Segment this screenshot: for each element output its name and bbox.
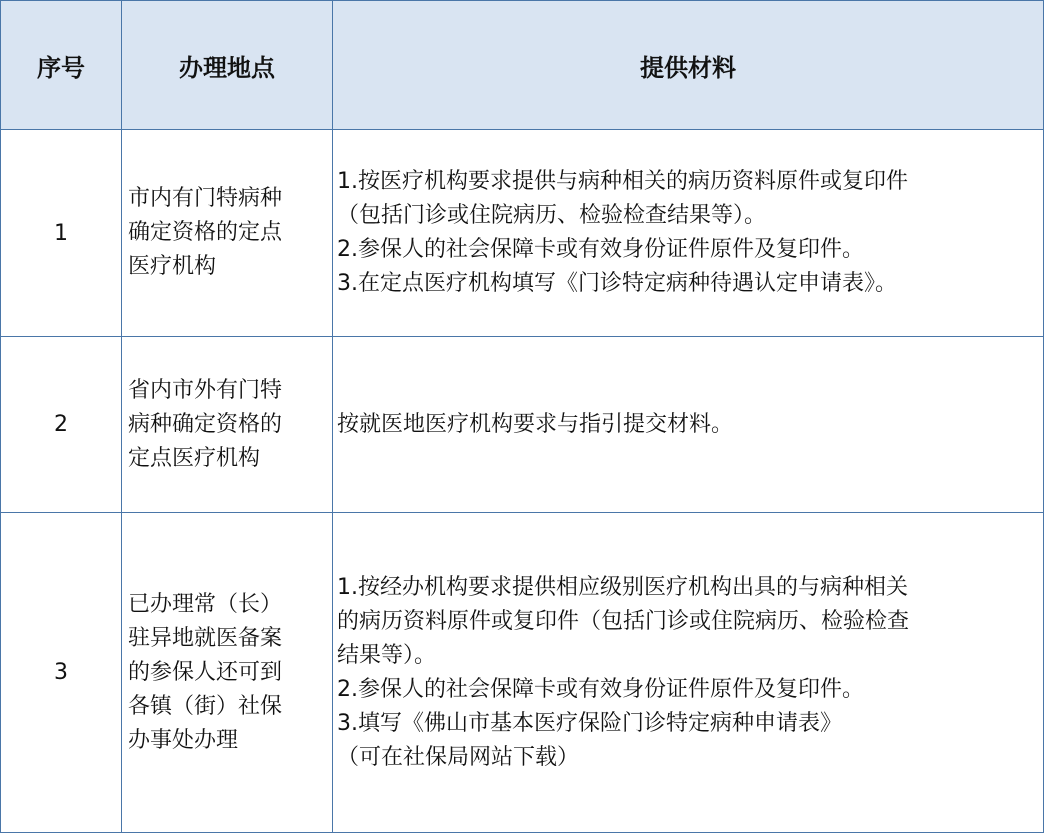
row-number: 3 xyxy=(1,513,122,833)
row-place xyxy=(122,337,333,513)
row-materials xyxy=(333,513,1044,833)
material-line: （包括门诊或住院病历、检验检查结果等）。 xyxy=(337,203,767,228)
header-place: 办理地点 xyxy=(122,1,333,130)
material-line: 1.按经办机构要求提供相应级别医疗机构出具的与病种相关 xyxy=(337,574,908,600)
header-materials: 提供材料 xyxy=(333,1,1044,130)
material-line: 的病历资料原件或复印件（包括门诊或住院病历、检验检查 xyxy=(337,608,910,634)
material-line: 3.在定点医疗机构填写《门诊特定病种待遇认定申请表》。 xyxy=(337,271,897,296)
place-line: 驻异地就医备案 xyxy=(128,625,283,651)
place-line: 医疗机构 xyxy=(128,254,217,279)
table-row xyxy=(1,513,1044,833)
place-line: 各镇（街）社保 xyxy=(128,693,283,719)
material-line: 3.填写《佛山市基本医疗保险门诊特定病种申请表》 xyxy=(337,710,842,736)
row-materials xyxy=(333,130,1044,337)
material-line: 按就医地医疗机构要求与指引提交材料。 xyxy=(337,411,734,437)
place-line: 办事处办理 xyxy=(128,727,239,753)
table-row xyxy=(1,130,1044,337)
material-line: 2.参保人的社会保障卡或有效身份证件原件及复印件。 xyxy=(337,237,864,262)
place-line: 确定资格的定点 xyxy=(128,220,283,245)
table-header-row xyxy=(1,1,1044,130)
place-line: 市内有门特病种 xyxy=(128,186,283,211)
row-number: 1 xyxy=(1,130,122,337)
material-line: 2.参保人的社会保障卡或有效身份证件原件及复印件。 xyxy=(337,676,864,702)
place-line: 定点医疗机构 xyxy=(128,445,261,471)
table-row xyxy=(1,337,1044,513)
row-place xyxy=(122,130,333,337)
material-line: 结果等）。 xyxy=(337,642,437,668)
row-place xyxy=(122,513,333,833)
row-number: 2 xyxy=(1,337,122,513)
place-line: 的参保人还可到 xyxy=(128,659,283,685)
place-line: 省内市外有门特 xyxy=(128,377,283,403)
row-materials xyxy=(333,337,1044,513)
material-line: （可在社保局网站下载） xyxy=(337,744,580,770)
place-line: 病种确定资格的 xyxy=(128,411,283,437)
header-no: 序号 xyxy=(1,1,122,130)
material-line: 1.按医疗机构要求提供与病种相关的病历资料原件或复印件 xyxy=(337,169,908,194)
place-line: 已办理常（长） xyxy=(128,591,283,617)
